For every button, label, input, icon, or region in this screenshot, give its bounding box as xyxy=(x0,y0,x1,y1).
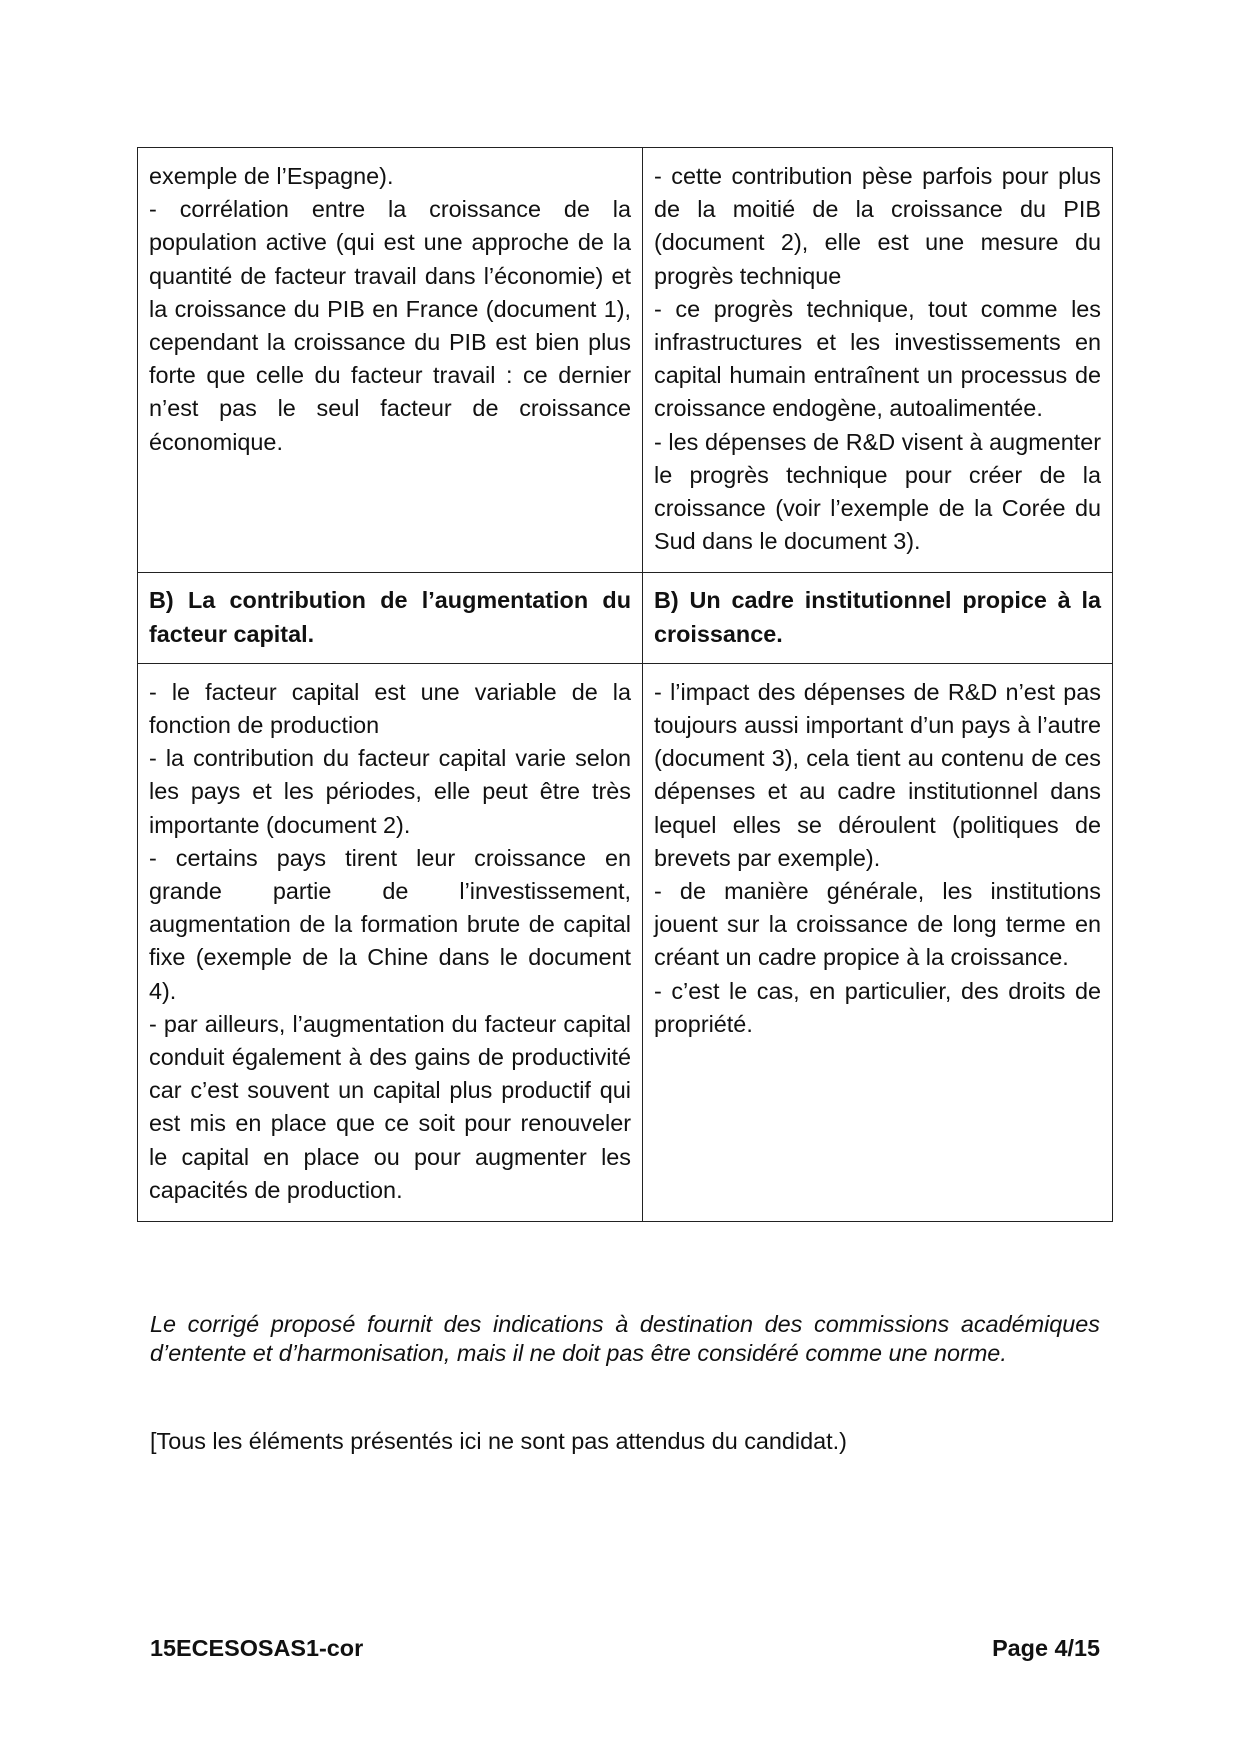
paragraph: - ce progrès technique, tout comme les infrastructures et les investissements en capital humain entraînent un processus de croissance endogène, autoalimentée. xyxy=(654,295,1101,422)
cell-row1-right xyxy=(643,148,1113,573)
paragraph: - de manière générale, les institutions jouent sur la croissance de long terme en créant un cadre propice à la croissance. xyxy=(654,878,1101,971)
cell-row3-left xyxy=(138,663,643,1221)
document-code: 15ECESOSAS1-cor xyxy=(150,1635,364,1661)
cell-row1-left xyxy=(138,148,643,573)
table-row xyxy=(138,148,1113,573)
paragraph: - c’est le cas, en particulier, des droits de propriété. xyxy=(654,977,1101,1037)
paragraph: - la contribution du facteur capital varie selon les pays et les périodes, elle peut être très importante (document 2). xyxy=(149,745,631,838)
paragraph: - certains pays tirent leur croissance en grande partie de l’investissement, augmentation de la formation brute de capital fixe (exemple de la Chine dans le document 4). xyxy=(149,844,631,1004)
paragraph: - les dépenses de R&D visent à augmenter le progrès technique pour créer de la croissance (voir l’exemple de la Corée du Sud dans le document 3). xyxy=(654,428,1101,555)
section-heading-capital: B) La contribution de l’augmentation du facteur capital. xyxy=(138,573,643,663)
paragraph: - corrélation entre la croissance de la population active (qui est une approche de la quantité de facteur travail dans l’économie) et la croissance du PIB en France (document 1), cependant la croissance du PIB est bien plus forte que celle du facteur travail : ce dernier n’est pas le seul facteur de croissance économique. xyxy=(149,196,631,455)
section-heading-institutions: B) Un cadre institutionnel propice à la croissance. xyxy=(643,573,1113,663)
paragraph: - cette contribution pèse parfois pour plus de la moitié de la croissance du PIB (document 2), elle est une mesure du progrès technique xyxy=(654,163,1101,289)
paragraph: - le facteur capital est une variable de la fonction de production xyxy=(149,678,631,739)
paragraph: - l’impact des dépenses de R&D n’est pas toujours aussi important d’un pays à l’autre (document 3), cela tient au contenu de ces dépenses et au cadre institutionnel dans lequel elles se déroulent (politiques de brevets par exemple). xyxy=(654,678,1101,871)
page-number: Page 4/15 xyxy=(992,1635,1100,1661)
table-row xyxy=(138,663,1113,1221)
grading-note: Le corrigé proposé fournit des indications à destination des commissions académiques d’entente et d’harmonisation, mais il ne doit pas être considéré comme une norme. xyxy=(150,1311,1100,1366)
candidate-remark: [Tous les éléments présentés ici ne sont pas attendus du candidat.) xyxy=(150,1428,847,1454)
paragraph: - par ailleurs, l’augmentation du facteur capital conduit également à des gains de productivité car c’est souvent un capital plus productif qui est mis en place que ce soit pour renouveler le capital en place ou pour augmenter les capacités de production. xyxy=(149,1010,631,1203)
table-row xyxy=(138,573,1113,663)
answer-table xyxy=(137,147,1113,1222)
cell-row3-right xyxy=(643,663,1113,1221)
paragraph: exemple de l’Espagne). xyxy=(149,163,394,189)
